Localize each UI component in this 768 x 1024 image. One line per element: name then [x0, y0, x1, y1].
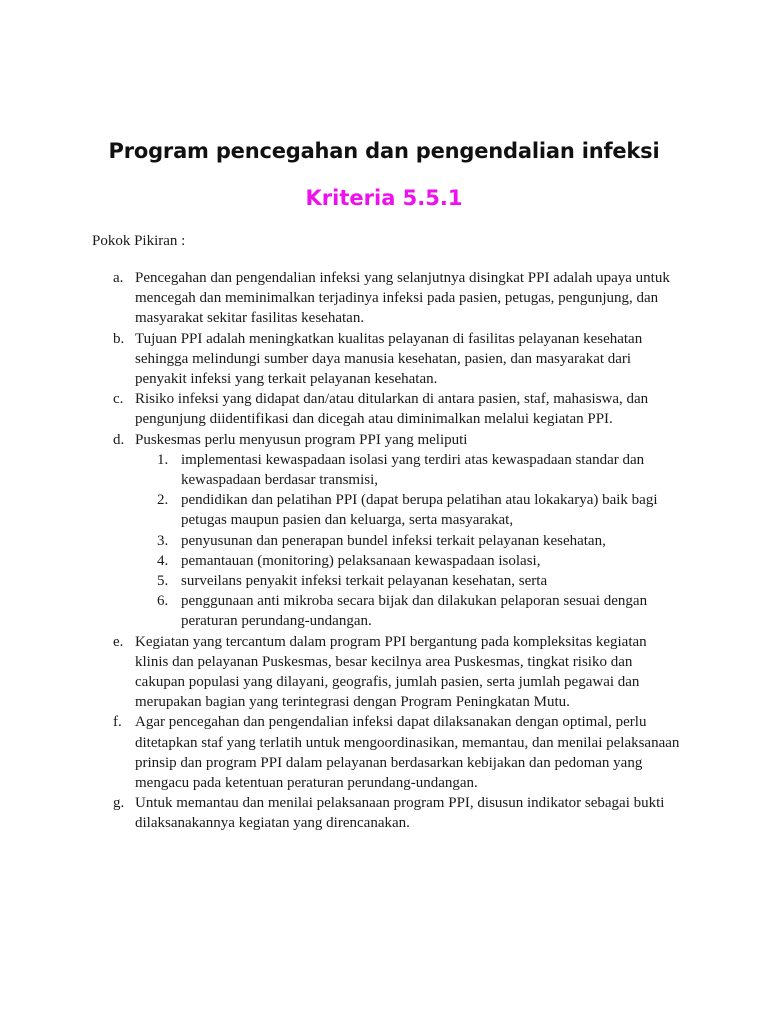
list-item-text: Untuk memantau dan menilai pelaksanaan program PPI, disusun indikator sebagai bukti dilaksanakannya kegiatan yang direncanakan. — [135, 795, 665, 832]
list-marker: d. — [113, 431, 125, 448]
document-subtitle: Kriteria 5.5.1 — [305, 186, 463, 210]
list-marker: g. — [113, 795, 125, 812]
list-item-text: Risiko infeksi yang didapat dan/atau ditularkan di antara pasien, staf, mahasiswa, dan pengunjung diidentifikasi dan dicegah atau diminimalkan melalui kegiatan PPI. — [135, 391, 649, 428]
list-marker: b. — [113, 330, 125, 347]
document-title: Program pencegahan dan pengendalian infeksi — [108, 139, 660, 163]
list-item-text: Pencegahan dan pengendalian infeksi yang selanjutnya disingkat PPI adalah upaya untuk mencegah dan meminimalkan terjadinya infeksi pada pasien, petugas, pengunjung, dan masyarakat sekitar fasilitas kesehatan. — [135, 270, 670, 327]
sub-list-item-text: penyusunan dan penerapan bundel infeksi terkait pelayanan kesehatan, — [181, 532, 606, 549]
list-item-text: Agar pencegahan dan pengendalian infeksi dapat dilaksanakan dengan optimal, perlu ditetapkan staf yang terlatih untuk mengoordinasikan, memantau, dan menilai pelaksanaan prinsip dan program PPI dalam pelayanan berdasarkan kebijakan dan pedoman yang mengacu pada ketentuan peraturan perundang-undangan. — [135, 714, 680, 792]
sub-list-item — [135, 531, 680, 551]
list-item-text: Puskesmas perlu menyusun program PPI yang meliputi — [135, 431, 468, 448]
sub-list-item-text: surveilans penyakit infeksi terkait pelayanan kesehatan, serta — [181, 573, 548, 590]
sub-list-item — [135, 591, 680, 631]
list-item — [0, 793, 680, 833]
sub-list-item — [135, 450, 680, 490]
sub-list-item — [135, 571, 680, 591]
list-item — [0, 632, 680, 713]
list-item — [0, 329, 680, 390]
sub-list-marker: 1. — [157, 451, 169, 468]
main-list — [0, 268, 768, 834]
list-item-text: Tujuan PPI adalah meningkatkan kualitas pelayanan di fasilitas pelayanan kesehatan sehingga melindungi sumber daya manusia kesehatan, pasien, dan masyarakat dari penyakit infeksi yang terkait pelayanan kesehatan. — [135, 330, 643, 388]
list-marker: f. — [113, 714, 122, 731]
list-item — [0, 712, 680, 793]
section-heading: Pokok Pikiran : — [92, 233, 186, 249]
list-marker: e. — [113, 633, 124, 650]
sub-list — [135, 450, 680, 632]
sub-list-item — [135, 551, 680, 571]
list-item — [0, 268, 680, 329]
sub-list-item-text: pemantauan (monitoring) pelaksanaan kewaspadaan isolasi, — [181, 552, 541, 569]
list-marker: a. — [113, 270, 124, 286]
list-item — [0, 389, 680, 429]
list-item-text: Kegiatan yang tercantum dalam program PPI bergantung pada kompleksitas kegiatan klinis dan pelayanan Puskesmas, besar kecilnya area Puskesmas, tingkat risiko dan cakupan populasi yang dilayani, geografis, jumlah pasien, serta jumlah pegawai dan merupakan bagian yang terintegrasi dengan Program Peningkatan Mutu. — [135, 633, 647, 711]
sub-list-marker: 5. — [157, 573, 169, 590]
sub-list-item-text: pendidikan dan pelatihan PPI (dapat berupa pelatihan atau lokakarya) baik bagi petugas maupun pasien dan keluarga, serta masyarakat, — [181, 492, 658, 529]
sub-list-marker: 4. — [157, 552, 169, 569]
sub-list-marker: 3. — [157, 532, 169, 549]
sub-list-marker: 6. — [157, 593, 169, 610]
sub-list-item-text: penggunaan anti mikroba secara bijak dan dilakukan pelaporan sesuai dengan peraturan perundang-undangan. — [181, 593, 648, 630]
sub-list-item-text: implementasi kewaspadaan isolasi yang terdiri atas kewaspadaan standar dan kewaspadaan berdasar transmisi, — [181, 451, 645, 489]
list-marker: c. — [113, 391, 124, 408]
list-item — [0, 430, 680, 632]
sub-list-marker: 2. — [157, 492, 169, 509]
sub-list-item — [135, 490, 680, 530]
